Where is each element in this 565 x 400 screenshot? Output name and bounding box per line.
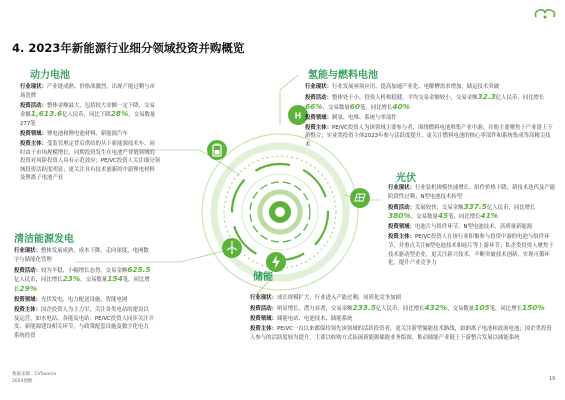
section-title-ev: 动力电池 xyxy=(30,70,70,81)
page-title: 4. 2023年新能源行业细分领域投资并购概览 xyxy=(12,41,245,55)
battery-icon xyxy=(207,140,227,160)
section-body-storage: 行业现状：成长规模扩大，行业进入产能过剩，同质化竞争加剧 投资活动：明显增长，潜力显著，交易金额233.5亿人民币，同比增长432%，交易数量105笔，同比增长150% 投资领域：储能电站、电池技术、储能系统 投资主体：PE/VC一直以来都保持领先该领域的活跃投资者，更关注新型储能技术路线，如钠离子电池和液流电池；国企类投资人参与的活跃度较为提升，主要以收购方式拓展新能源储能业务版图，推动储能产业链上下游整合发展以储能系统 xyxy=(250,295,552,341)
section-title-pv: 光伏 xyxy=(396,173,416,184)
wind-turbine-icon xyxy=(222,238,242,258)
section-body-ev: 行业现状：产业链成熟、价格战激烈，出现产能过剩与市场洗牌 投资活动：整体金额最大，包括较大金额一定下降，交易金额1,613.6亿人民币，同比下降28%，交易数量277笔 投资领域：锂电池和锂电池材料、新能源汽车 投资主体：受监管规定背后供给的丛下新能源技术车、同时由于市场规模增长、同期投资发生在电池产业链领域的投资对风险投资人具有示范效应；PE/VC投资人关注细分领域投资活跃度明显；更关注具有技术创新的中游锂电材料及锂离子电池产业 xyxy=(20,84,160,182)
section-title-storage: 储能 xyxy=(253,272,273,283)
section-body-pv: 行业现状：行业装机规模快速增长、组件价格下降，新技术迭代及产能阶段性过剩；N型电池技术转型 投资活动：发展较快，交易金额337.5亿人民币，同比增长380%，交易数量45笔，同比增长41% 投资领域：电池片与组件环节、N型电池技术、高质量新能源 投资主体：PE/VC投资人在该行业积极参与投资中游的电池与组件环节，并重点关注N型电池技术和硅片等上游环节；私企类投资人聚焦于技术驱动型企业，更关注新兴技术，不断突破技术创新，实现可循环化，提升产业竞争力 xyxy=(388,185,556,267)
page-number: 19 xyxy=(549,376,556,382)
section-body-clean-power: 行业现状：整体发展成熟、成本下降，走向深度，电网数字与储能化管理 投资活动：较为平稳，小幅增长态势，交易金额625.5亿人民币，同比增长23%，交易数量154笔，同比增长29% 投资领域：光伏发电、电力配送设施、智能电网 投资主体：国企投资人为主力军，关注各类电站的建设以及运营，如水电站、各能及电站；PE/VC投资人同步关注开发、新能源建设相关环节，与政策配套设施及数字化电力系统投资 xyxy=(14,248,154,339)
solar-panel-icon xyxy=(350,188,370,208)
section-title-clean-power: 清洁能源发电 xyxy=(14,234,74,245)
section-body-hydrogen: 行业现状：行业发展亟须应用、提高加速产业化、电解槽需求增加，储运技术突破 投资活动：整体处于小、投资人机构稳健、平均交易金额较小，交易金额32.3亿人民币，同比增长66%，交易数量60笔，同比增长40% 投资领域：制氢、电堆、系统与零部件 投资主体：PE/VC投资人为该领域主要参与者，围绕燃料电池堆集产业中游；并购主要聚焦于产业链上下游整合；实业类投资主体2023年参与活跃度提升，更关注燃料电池的核心零部件和系统集成等高精尖技术 xyxy=(305,84,553,149)
svg-text:H: H xyxy=(294,111,302,121)
footer-source-text: 数据来源：CVSource xyxy=(12,372,57,377)
footer-source xyxy=(12,371,56,385)
footer-firm-text: 2024德勤 xyxy=(12,379,33,384)
section-title-hydrogen: 氢能与燃料电池 xyxy=(308,70,378,81)
